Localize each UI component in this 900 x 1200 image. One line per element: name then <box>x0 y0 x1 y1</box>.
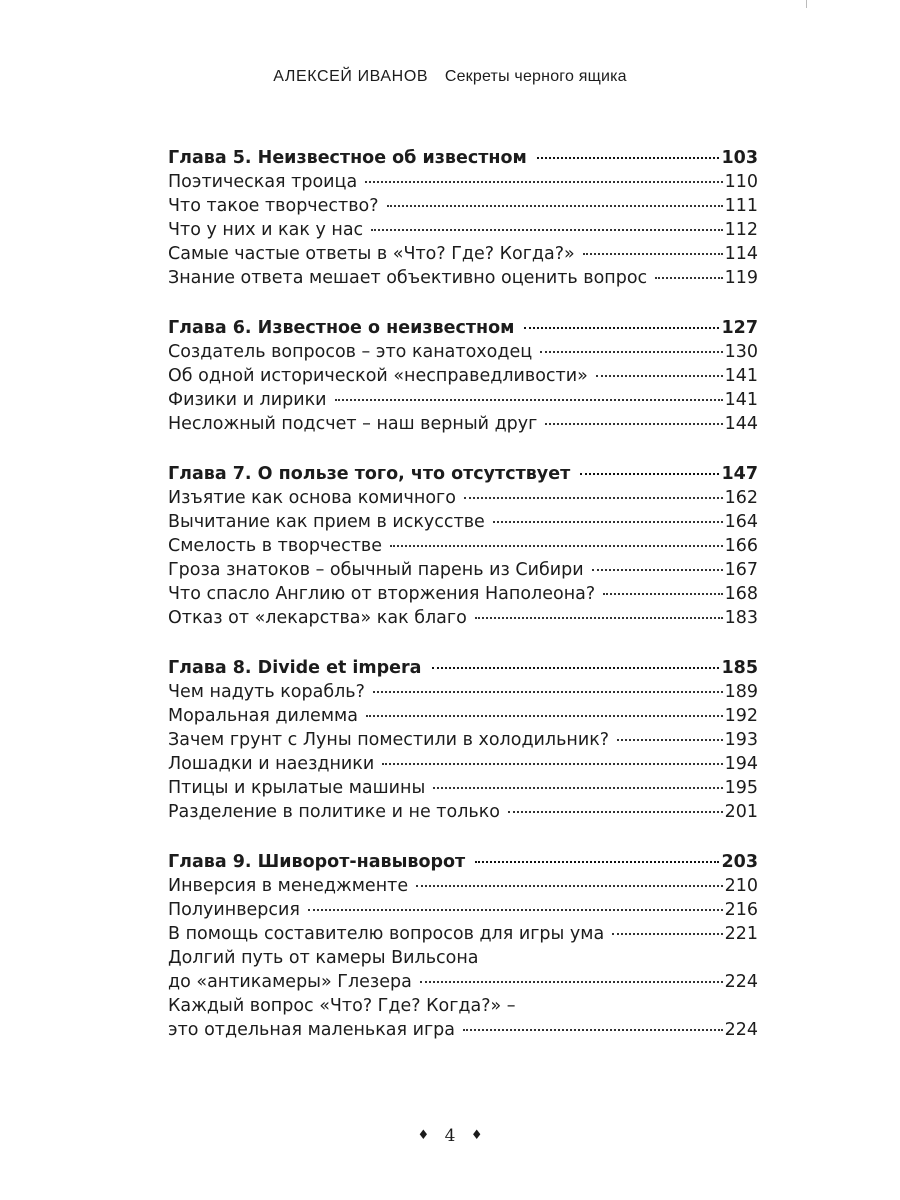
toc-entry-row <box>168 266 758 290</box>
toc-page-number: 194 <box>724 754 758 774</box>
dot-leader <box>463 1027 723 1031</box>
dot-leader <box>596 373 723 377</box>
toc-entry-title: Изъятие как основа комичного <box>168 488 456 508</box>
toc-entry-title: Вычитание как прием в искусстве <box>168 512 485 532</box>
toc-entry-row <box>168 728 758 752</box>
toc-chapter-row <box>168 316 758 340</box>
toc-chapter-row <box>168 656 758 680</box>
toc-entry-title: Отказ от «лекарства» как благо <box>168 608 467 628</box>
dot-leader <box>545 421 722 425</box>
dot-leader <box>655 275 722 279</box>
toc-page-number: 201 <box>724 802 758 822</box>
toc-entry-title: Глава 7. О пользе того, что отсутствует <box>168 464 571 484</box>
author-name: АЛЕКСЕЙ ИВАНОВ <box>273 68 429 85</box>
toc-section <box>168 462 758 630</box>
toc-page-number: 192 <box>724 706 758 726</box>
toc-entry-row <box>168 970 758 994</box>
toc-page-number: 224 <box>724 1020 758 1040</box>
toc-entry-title: Инверсия в менеджменте <box>168 876 409 896</box>
toc-entry-title: Полуинверсия <box>168 900 300 920</box>
toc-page-number: 162 <box>724 488 758 508</box>
toc-entry-row <box>168 922 758 946</box>
toc-entry-title: Несложный подсчет – наш верный друг <box>168 414 538 434</box>
dot-leader <box>373 689 723 693</box>
toc-page-number: 144 <box>724 414 758 434</box>
toc-page-number: 164 <box>724 512 758 532</box>
toc-page-number: 210 <box>724 876 758 896</box>
toc-entry-row <box>168 752 758 776</box>
toc-page-number: 111 <box>724 196 758 216</box>
toc-entry-row <box>168 606 758 630</box>
toc-entry-row <box>168 194 758 218</box>
toc-entry-row <box>168 874 758 898</box>
toc-page-number: 119 <box>724 268 758 288</box>
page-footer <box>0 1126 900 1146</box>
toc-entry-title: В помощь составителю вопросов для игры ума <box>168 924 605 944</box>
table-of-contents <box>168 146 758 1068</box>
toc-entry-title: Создатель вопросов – это канатоходец <box>168 342 533 362</box>
page-edge-mark <box>806 0 807 8</box>
toc-entry-row <box>168 582 758 606</box>
dot-leader <box>432 665 720 669</box>
toc-page-number: 224 <box>724 972 758 992</box>
toc-page-number: 193 <box>724 730 758 750</box>
toc-entry-row <box>168 364 758 388</box>
toc-entry-title: Глава 9. Шиворот-навыворот <box>168 852 466 872</box>
toc-page-number: 141 <box>724 366 758 386</box>
toc-page-number: 112 <box>724 220 758 240</box>
toc-entry-title: Что такое творчество? <box>168 196 379 216</box>
toc-entry-title: Разделение в политике и не только <box>168 802 500 822</box>
toc-entry-row <box>168 776 758 800</box>
toc-entry-row <box>168 340 758 364</box>
dot-leader <box>540 349 722 353</box>
dot-leader <box>580 471 719 475</box>
toc-page-number: 167 <box>724 560 758 580</box>
dot-leader <box>592 567 723 571</box>
toc-entry-row <box>168 558 758 582</box>
toc-page-number: 195 <box>724 778 758 798</box>
toc-entry-row <box>168 242 758 266</box>
toc-chapter-row <box>168 462 758 486</box>
toc-entry-title: Глава 5. Неизвестное об известном <box>168 148 527 168</box>
dot-leader <box>371 227 722 231</box>
toc-page-number: 103 <box>721 148 758 168</box>
dot-leader <box>508 809 723 813</box>
toc-page-number: 183 <box>724 608 758 628</box>
toc-entry-title: Птицы и крылатые машины <box>168 778 426 798</box>
toc-entry-row <box>168 680 758 704</box>
toc-entry-title: это отдельная маленькая игра <box>168 1020 456 1040</box>
toc-section <box>168 850 758 1042</box>
toc-entry-row <box>168 510 758 534</box>
toc-entry-title: Моральная дилемма <box>168 706 358 726</box>
dot-leader <box>493 519 723 523</box>
toc-entry-row <box>168 486 758 510</box>
toc-entry-title: Что у них и как у нас <box>168 220 364 240</box>
dot-leader <box>617 737 722 741</box>
toc-entry-row <box>168 1018 758 1042</box>
dot-leader <box>365 179 722 183</box>
toc-section <box>168 146 758 290</box>
toc-entry-row <box>168 898 758 922</box>
toc-page-number: 221 <box>724 924 758 944</box>
toc-page-number: 110 <box>724 172 758 192</box>
book-title: Секреты черного ящика <box>444 68 627 85</box>
dot-leader <box>416 883 722 887</box>
running-head <box>0 68 900 86</box>
dot-leader <box>475 615 723 619</box>
toc-entry-title: Зачем грунт с Луны поместили в холодильник? <box>168 730 610 750</box>
toc-entry-row <box>168 412 758 436</box>
dot-leader <box>537 155 720 159</box>
toc-page-number: 127 <box>721 318 758 338</box>
toc-page-number: 185 <box>721 658 758 678</box>
toc-entry-title: до «антикамеры» Глезера <box>168 972 412 992</box>
dot-leader <box>475 859 719 863</box>
toc-entry-title: Гроза знатоков – обычный парень из Сибири <box>168 560 584 580</box>
toc-entry-row <box>168 170 758 194</box>
ornament-left-icon: ♦ <box>417 1128 430 1143</box>
toc-entry-row <box>168 388 758 412</box>
dot-leader <box>382 761 722 765</box>
toc-chapter-row <box>168 850 758 874</box>
dot-leader <box>335 397 723 401</box>
toc-entry-first-line: Каждый вопрос «Что? Где? Когда?» – <box>168 996 516 1016</box>
toc-page-number: 168 <box>724 584 758 604</box>
dot-leader <box>583 251 723 255</box>
dot-leader <box>420 979 723 983</box>
toc-entry-row <box>168 218 758 242</box>
toc-page-number: 203 <box>721 852 758 872</box>
dot-leader <box>524 325 719 329</box>
dot-leader <box>308 907 723 911</box>
dot-leader <box>390 543 723 547</box>
dot-leader <box>366 713 723 717</box>
toc-entry-title: Поэтическая троица <box>168 172 358 192</box>
ornament-right-icon: ♦ <box>470 1128 483 1143</box>
toc-page-number: 216 <box>724 900 758 920</box>
toc-page-number: 141 <box>724 390 758 410</box>
toc-page-number: 147 <box>721 464 758 484</box>
toc-page-number: 114 <box>724 244 758 264</box>
toc-entry-title: Что спасло Англию от вторжения Наполеона? <box>168 584 596 604</box>
toc-entry-title: Физики и лирики <box>168 390 327 410</box>
toc-section <box>168 316 758 436</box>
dot-leader <box>603 591 722 595</box>
toc-entry-title: Смелость в творчестве <box>168 536 382 556</box>
toc-entry-title: Знание ответа мешает объективно оценить вопрос <box>168 268 648 288</box>
toc-entry-title: Лошадки и наездники <box>168 754 375 774</box>
toc-page-number: 189 <box>724 682 758 702</box>
toc-entry-title: Чем надуть корабль? <box>168 682 365 702</box>
dot-leader <box>612 931 722 935</box>
toc-entry-title: Глава 6. Известное о неизвестном <box>168 318 515 338</box>
toc-entry-title: Об одной исторической «несправедливости» <box>168 366 588 386</box>
toc-entry-title: Глава 8. Divide et impera <box>168 658 422 678</box>
toc-entry-first-line: Долгий путь от камеры Вильсона <box>168 948 479 968</box>
toc-entry-row <box>168 534 758 558</box>
dot-leader <box>464 495 723 499</box>
dot-leader <box>433 785 722 789</box>
toc-page-number: 166 <box>724 536 758 556</box>
toc-page-number: 130 <box>724 342 758 362</box>
toc-section <box>168 656 758 824</box>
toc-entry-row <box>168 800 758 824</box>
toc-chapter-row <box>168 146 758 170</box>
page-number: 4 <box>444 1126 456 1146</box>
toc-entry-title: Самые частые ответы в «Что? Где? Когда?» <box>168 244 575 264</box>
toc-entry-row <box>168 704 758 728</box>
dot-leader <box>387 203 723 207</box>
